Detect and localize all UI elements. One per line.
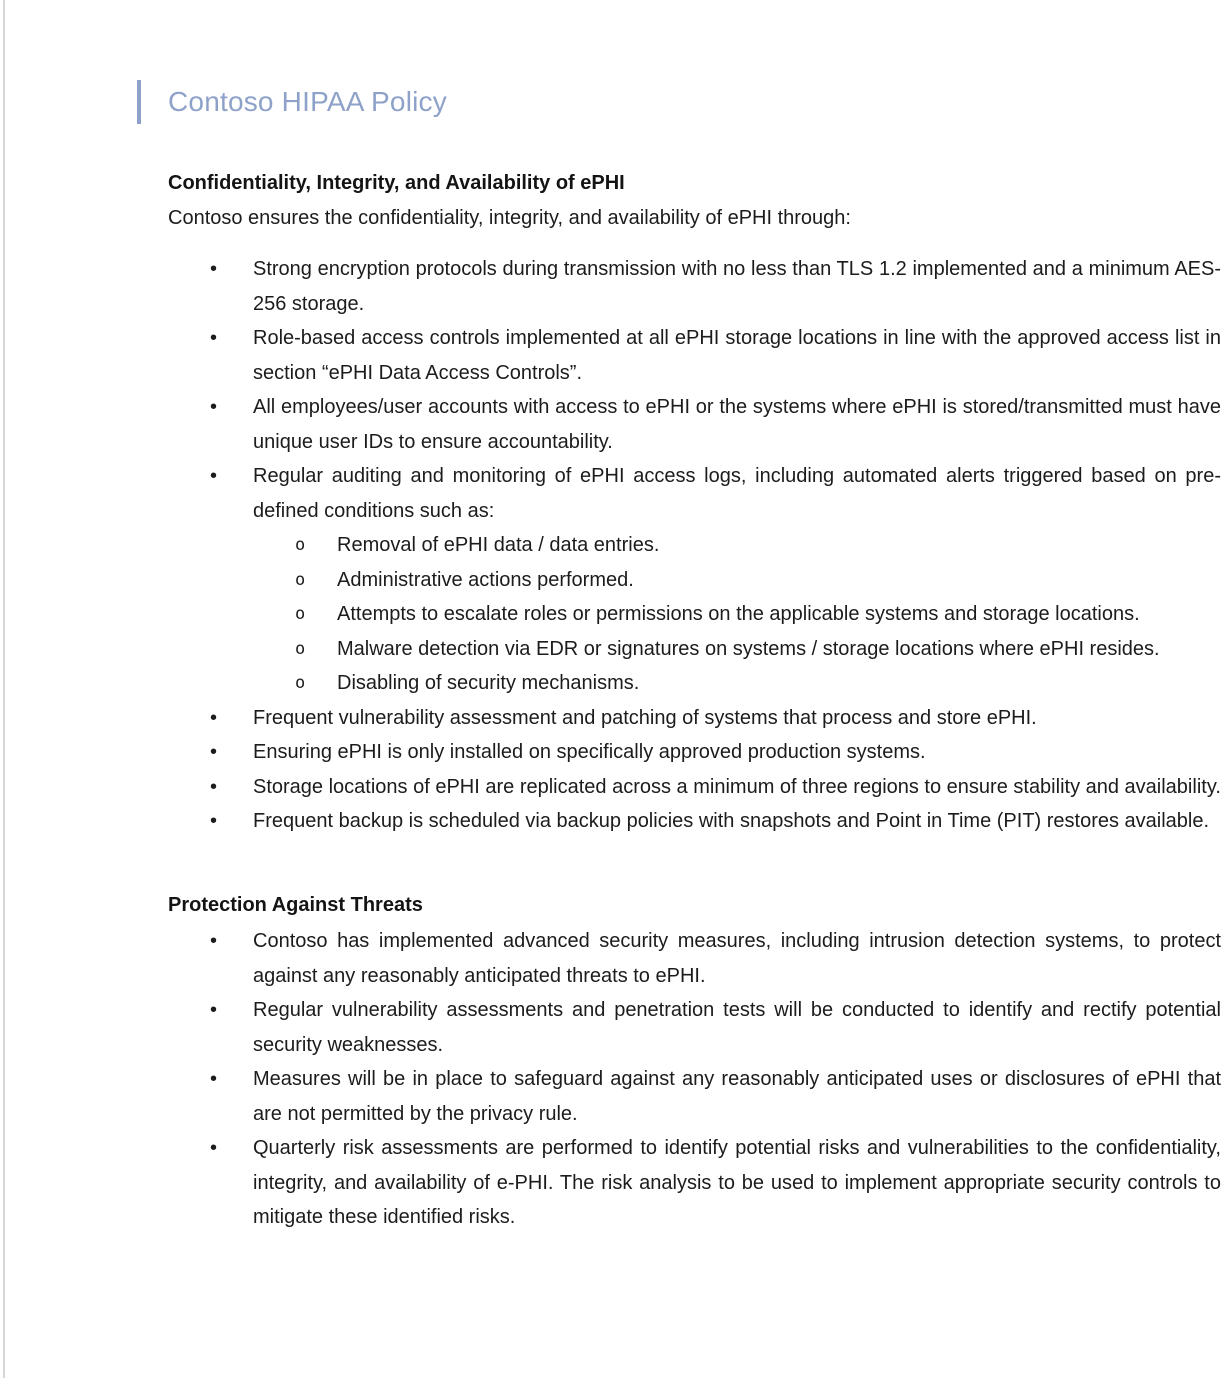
sub-list-item-text: Attempts to escalate roles or permissions on the applicable systems and storage locations. <box>337 603 1140 625</box>
list-item <box>168 390 1221 459</box>
bullet-icon: • <box>210 1137 218 1159</box>
list-item <box>168 735 1221 770</box>
document-body <box>168 166 1221 1235</box>
bullet-list <box>168 924 1221 1235</box>
bullet-icon: • <box>210 741 218 763</box>
sub-list-item <box>253 632 1221 667</box>
page-edge-divider <box>3 0 5 1378</box>
document-title: Contoso HIPAA Policy <box>168 86 447 117</box>
list-item-text: Frequent vulnerability assessment and patching of systems that process and store ePHI. <box>253 706 1037 729</box>
bullet-icon: • <box>210 810 218 832</box>
list-item-text: Regular vulnerability assessments and penetration tests will be conducted to identify and rectify potential security weaknesses. <box>253 999 1221 1056</box>
bullet-icon: • <box>210 258 218 280</box>
bullet-icon: • <box>210 706 218 729</box>
list-item-text: Storage locations of ePHI are replicated across a minimum of three regions to ensure stability and availability. <box>253 775 1221 798</box>
list-item <box>168 1131 1221 1235</box>
list-item-text: Ensuring ePHI is only installed on specifically approved production systems. <box>253 741 926 763</box>
sub-list-item <box>253 528 1221 563</box>
list-item <box>168 993 1221 1062</box>
list-item-text: Contoso has implemented advanced security measures, including intrusion detection systems, to protect against any reasonably anticipated threats to ePHI. <box>253 930 1221 987</box>
section-intro: Contoso ensures the confidentiality, integrity, and availability of ePHI through: <box>168 206 851 229</box>
section-confidentiality <box>168 166 1221 839</box>
list-item <box>168 770 1221 805</box>
list-item-text <box>253 459 1221 701</box>
list-item <box>168 321 1221 390</box>
section-heading: Confidentiality, Integrity, and Availability of ePHI <box>168 172 625 194</box>
bullet-icon: • <box>210 775 218 798</box>
list-item <box>168 701 1221 736</box>
circle-bullet-icon: o <box>295 569 306 590</box>
circle-bullet-icon: o <box>295 535 306 555</box>
list-item <box>168 1062 1221 1131</box>
list-item-text: All employees/user accounts with access to ePHI or the systems where ePHI is stored/transmitted must have unique user IDs to ensure accountability. <box>253 396 1221 453</box>
circle-bullet-icon: o <box>295 604 306 624</box>
sub-list-item-text: Malware detection via EDR or signatures on systems / storage locations where ePHI resides. <box>337 637 1160 660</box>
sub-list-item-text: Removal of ePHI data / data entries. <box>337 534 660 556</box>
circle-bullet-icon: o <box>295 638 306 659</box>
list-item <box>168 924 1221 993</box>
section-spacer <box>168 839 1221 888</box>
sub-list-item-text: Administrative actions performed. <box>337 568 634 591</box>
sub-bullet-list <box>253 528 1221 701</box>
bullet-icon: • <box>210 396 218 418</box>
title-accent-bar <box>137 80 141 124</box>
list-item-text: Quarterly risk assessments are performed to identify potential risks and vulnerabilities to the confidentiality, integrity, and availability of e-PHI. The risk analysis to be used to implement appropriate security controls to mitigate these identified risks. <box>253 1137 1221 1228</box>
list-item-lead: Regular auditing and monitoring of ePHI access logs, including automated alerts triggered based on pre-defined conditions such as: <box>253 465 1221 522</box>
bullet-icon: • <box>210 930 218 952</box>
bullet-icon: • <box>210 465 218 487</box>
list-item <box>168 804 1221 839</box>
sub-list-item <box>253 666 1221 701</box>
list-item-text: Frequent backup is scheduled via backup policies with snapshots and Point in Time (PIT) restores available. <box>253 810 1210 832</box>
circle-bullet-icon: o <box>295 673 306 693</box>
sub-list-item <box>253 597 1221 632</box>
sub-list-item-text: Disabling of security mechanisms. <box>337 672 640 694</box>
bullet-icon: • <box>210 1068 218 1090</box>
list-item <box>168 459 1221 701</box>
list-item-text: Measures will be in place to safeguard against any reasonably anticipated uses or disclosures of ePHI that are not permitted by the privacy rule. <box>253 1068 1221 1125</box>
list-item-text: Strong encryption protocols during transmission with no less than TLS 1.2 implemented and a minimum AES-256 storage. <box>253 258 1221 315</box>
list-item <box>168 252 1221 321</box>
document-title-block <box>137 80 447 124</box>
list-item-text: Role-based access controls implemented at all ePHI storage locations in line with the approved access list in section “ePHI Data Access Controls”. <box>253 327 1221 384</box>
section-heading: Protection Against Threats <box>168 893 423 916</box>
section-protection <box>168 888 1221 1235</box>
bullet-icon: • <box>210 327 218 349</box>
bullet-icon: • <box>210 999 218 1021</box>
bullet-list <box>168 252 1221 839</box>
sub-list-item <box>253 563 1221 598</box>
